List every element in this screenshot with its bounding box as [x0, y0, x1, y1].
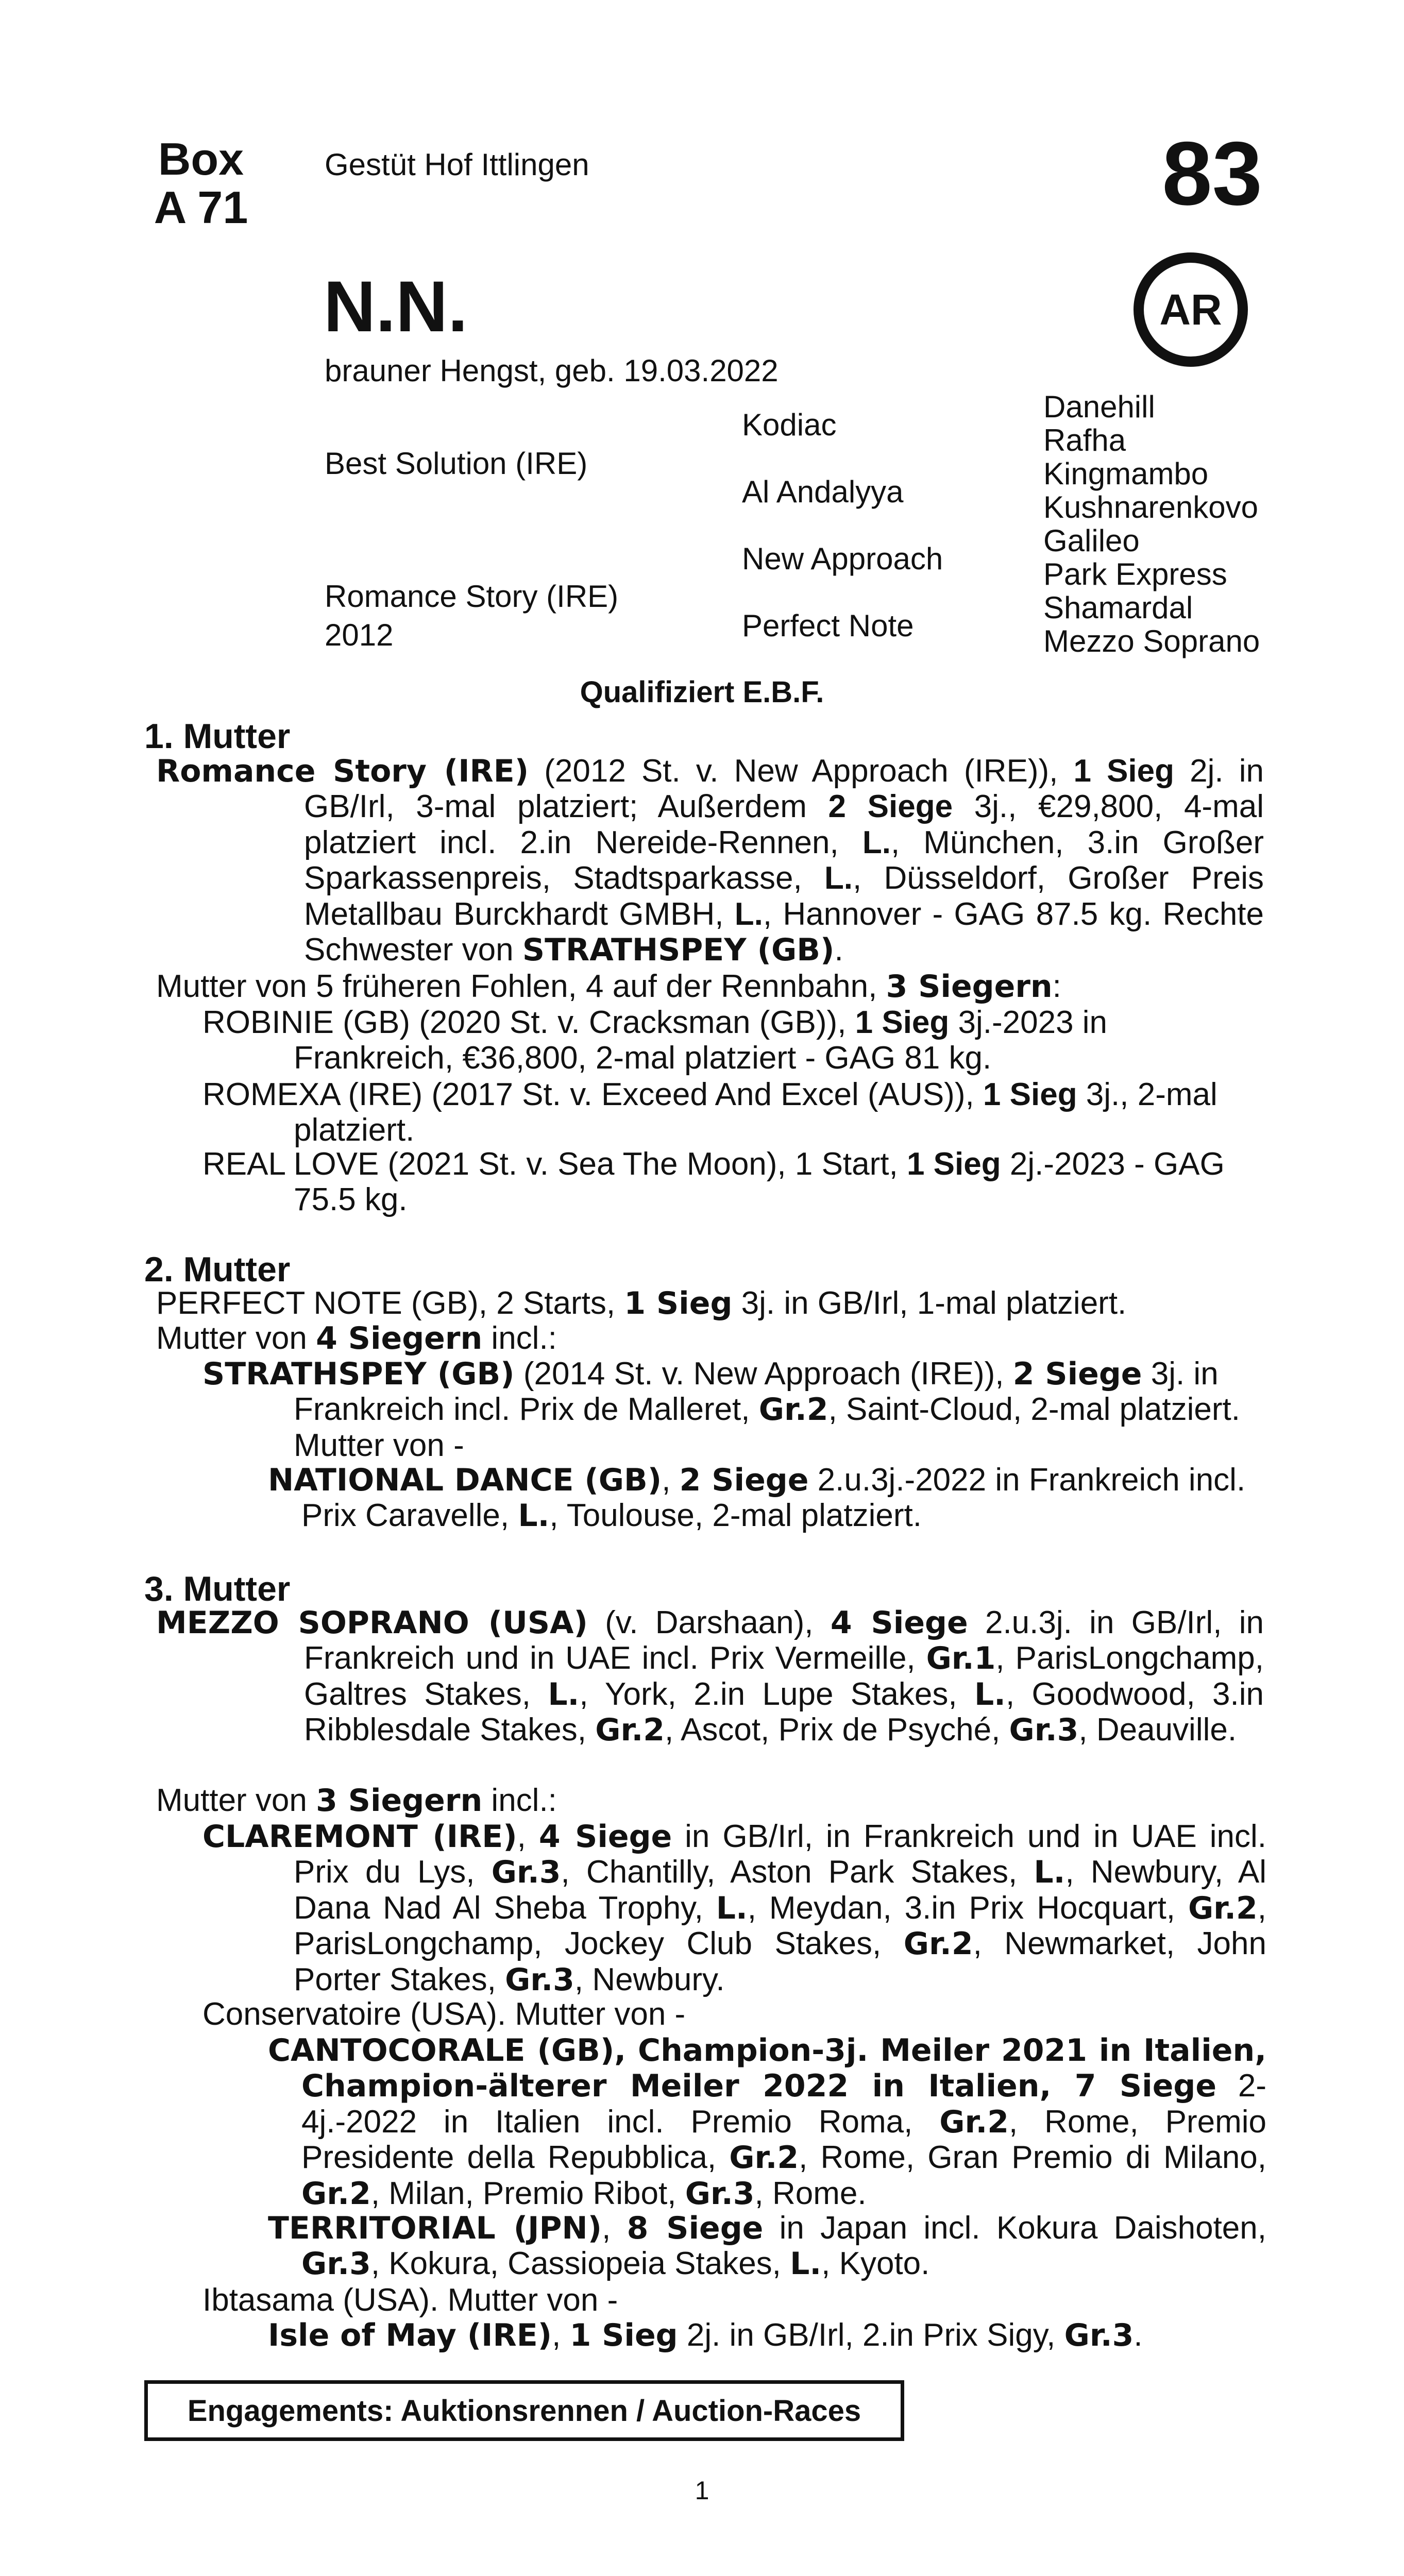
pedigree-ggp: Kingmambo: [1043, 456, 1209, 491]
text: :: [1052, 969, 1061, 1004]
text: 3j., €29,800, 4-mal platziert incl. 2.in Nereide-Rennen,: [304, 789, 1264, 860]
engagements-box: [144, 2380, 904, 2441]
bold-text: CANTOCORALE (GB): [268, 2032, 615, 2069]
bold-text: 4 Siege: [830, 1605, 968, 1641]
text: , Düsseldorf, Großer Preis Metallbau Burckhardt GMBH,: [304, 860, 1264, 932]
bold-text: 8 Siege: [627, 2210, 764, 2246]
bold-text: 3 Siegern: [316, 1783, 483, 1819]
text: , Ascot, Prix de Psyché,: [665, 1712, 1009, 1748]
text: , Saint-Cloud, 2-mal platziert. Mutter von -: [294, 1392, 1240, 1463]
text: 2j.-2023 - GAG 75.5 kg.: [294, 1146, 1225, 1218]
text: , ParisLongchamp, Galtres Stakes,: [304, 1640, 1264, 1712]
bold-text: Gr.2: [939, 2104, 1009, 2140]
text: (v. Darshaan),: [587, 1605, 831, 1640]
text: in GB/Irl, in Frankreich und in UAE incl. Prix du Lys,: [294, 1819, 1266, 1890]
text: , Meydan, 3.in Prix Hocquart,: [747, 1890, 1188, 1926]
text: , York, 2.in Lupe Stakes,: [579, 1676, 974, 1712]
dam-name: Romance Story (IRE): [156, 753, 529, 789]
text: REAL LOVE (2021 St. v. Sea The Moon), 1 Start,: [202, 1146, 907, 1182]
bold-text: L.: [824, 860, 853, 896]
box-label: [139, 133, 263, 233]
pedigree-sire: Best Solution (IRE): [325, 446, 588, 481]
bold-text: L.: [518, 1498, 550, 1534]
second-dam-winner: [202, 1356, 1266, 1463]
pedigree-ggp: Kushnarenkovo: [1043, 490, 1258, 524]
second-dam-grandfoal: [268, 1462, 1266, 1534]
pedigree-ggp: Shamardal: [1043, 590, 1193, 625]
third-dam-heading: 3. Mutter: [144, 1569, 291, 1608]
bold-text: 4 Siegern: [316, 1320, 483, 1357]
bold-text: Gr.2: [903, 1926, 973, 1962]
bold-text: 2 Siege: [828, 789, 953, 825]
bold-text: Gr.3: [1009, 1712, 1079, 1749]
first-dam-produce: [156, 969, 1061, 1004]
text: , Rome, Premio Presidente della Repubblica,: [301, 2104, 1267, 2176]
bold-text: Gr.2: [758, 1392, 828, 1428]
bold-text: 1 Sieg: [855, 1005, 950, 1040]
bold-text: 1 Sieg: [569, 2317, 678, 2353]
third-dam-grandfoal: [268, 2032, 1266, 2211]
third-dam-foal: Ibtasama (USA). Mutter von -: [202, 2282, 618, 2318]
pedigree-dam-sire: New Approach: [742, 541, 943, 576]
text: ROMEXA (IRE) (2017 St. v. Exceed And Excel (AUS)),: [202, 1077, 983, 1112]
bold-text: STRATHSPEY (GB): [202, 1356, 515, 1392]
first-dam-foal: [202, 1146, 1266, 1218]
text: .: [834, 932, 843, 968]
bold-text: L.: [862, 824, 891, 860]
text: Mutter von: [156, 1320, 316, 1356]
bold-text: TERRITORIAL (JPN): [268, 2210, 602, 2246]
breeder: Gestüt Hof Ittlingen: [325, 147, 589, 182]
dam-name: MEZZO SOPRANO (USA): [156, 1605, 588, 1641]
bold-text: L.: [716, 1890, 748, 1926]
page-number: 1: [695, 2476, 709, 2505]
pedigree-great-grandparents: [1043, 390, 1260, 658]
bold-text: 2 Siege: [1012, 1356, 1142, 1392]
bold-text: STRATHSPEY (GB): [522, 932, 835, 969]
bold-text: Gr.3: [491, 1854, 561, 1891]
second-dam-produce: [156, 1320, 557, 1356]
bold-text: L.: [790, 2246, 822, 2282]
pedigree-ggp: Rafha: [1043, 423, 1126, 457]
text: 3j.-2023 in Frankreich, €36,800, 2-mal platziert - GAG 81 kg.: [294, 1005, 1108, 1076]
text: 3j., 2-mal platziert.: [294, 1077, 1217, 1148]
bold-text: L.: [974, 1676, 1006, 1713]
third-dam-grandfoal: [268, 2210, 1266, 2282]
bold-text: 1 Sieg: [906, 1146, 1001, 1182]
bold-text: Gr.2: [729, 2140, 799, 2176]
third-dam-winner: [202, 1819, 1266, 1997]
bold-text: 1 Sieg: [983, 1077, 1077, 1112]
bold-text: Gr.3: [1064, 2317, 1134, 2353]
bold-text: Gr.3: [685, 2175, 755, 2212]
box-number: A 71: [154, 182, 248, 233]
engagements-text: Engagements: Auktionsrennen / Auction-Races: [187, 2394, 861, 2428]
bold-text: Gr.1: [926, 1640, 996, 1677]
text: , Hannover - GAG 87.5 kg. Rechte Schwester von: [304, 896, 1264, 968]
bold-text: 1 Sieg: [624, 1285, 733, 1321]
text: , Newbury.: [574, 1961, 725, 1997]
pedigree-ggp: Park Express: [1043, 557, 1227, 591]
bold-text: Gr.2: [301, 2175, 371, 2212]
pedigree-ggp: Galileo: [1043, 523, 1140, 558]
second-dam-heading: 2. Mutter: [144, 1250, 291, 1289]
bold-text: 2 Siege: [679, 1462, 809, 1498]
bold-text: Isle of May (IRE): [268, 2317, 552, 2353]
text: , Milan, Premio Ribot,: [370, 2175, 685, 2211]
text: , Rome, Gran Premio di Milano,: [799, 2140, 1267, 2176]
pedigree-ggp: Danehill: [1043, 389, 1155, 424]
lot-number: 83: [1162, 124, 1262, 224]
text: 3j. in Frankreich incl. Prix de Malleret,: [294, 1356, 1219, 1428]
first-dam-paragraph: [156, 753, 1264, 968]
text: incl.:: [482, 1320, 557, 1356]
third-dam-produce: [156, 1783, 557, 1818]
horse-name: N.N.: [324, 266, 468, 347]
pedigree-dam-dam: Perfect Note: [742, 608, 914, 643]
bold-text: Gr.2: [595, 1712, 665, 1749]
text: Mutter von 5 früheren Fohlen, 4 auf der Rennbahn,: [156, 969, 886, 1004]
text: , Newbury, Al Dana Nad Al Sheba Trophy,: [294, 1854, 1266, 1926]
third-dam-paragraph: [156, 1605, 1264, 1748]
first-dam-heading: 1. Mutter: [144, 717, 291, 756]
text: (2012 St. v. New Approach (IRE)),: [529, 753, 1074, 789]
text: 3j. in GB/Irl, 1-mal platziert.: [732, 1285, 1127, 1321]
pedigree-ggp: Mezzo Soprano: [1043, 624, 1260, 658]
text: ,: [517, 1819, 539, 1854]
bold-text: 4 Siege: [538, 1819, 672, 1855]
text: 2j. in GB/Irl, 2.in Prix Sigy,: [678, 2317, 1064, 2353]
text: , Chantilly, Aston Park Stakes,: [561, 1854, 1034, 1890]
text: 2.u.3j.-2022 in Frankreich incl. Prix Caravelle,: [301, 1462, 1246, 1534]
text: , Goodwood, 3.in Ribblesdale Stakes,: [304, 1676, 1264, 1748]
bold-text: CLAREMONT (IRE): [202, 1819, 517, 1855]
ar-badge-text: AR: [1159, 285, 1222, 334]
text: , Toulouse, 2-mal platziert.: [549, 1498, 922, 1534]
horse-description: brauner Hengst, geb. 19.03.2022: [325, 353, 779, 388]
first-dam-foal: [202, 1005, 1266, 1076]
bold-text: 1 Sieg: [1073, 753, 1175, 789]
text: 2.u.3j. in GB/Irl, in Frankreich und in UAE incl. Prix Vermeille,: [304, 1605, 1264, 1676]
text: , Kokura, Cassiopeia Stakes,: [370, 2246, 790, 2282]
text: ,: [552, 2317, 570, 2353]
pedigree-dam-year: 2012: [325, 618, 394, 652]
third-dam-foal: Conservatoire (USA). Mutter von -: [202, 1996, 686, 2032]
pedigree-sire-dam: Al Andalyya: [742, 474, 904, 509]
text: (2014 St. v. New Approach (IRE)),: [514, 1356, 1013, 1392]
text: ROBINIE (GB) (2020 St. v. Cracksman (GB)),: [202, 1005, 855, 1040]
second-dam-line: [156, 1285, 1126, 1321]
bold-text: L.: [734, 896, 763, 932]
pedigree-sire-sire: Kodiac: [742, 408, 837, 442]
text: , Newmarket, John Porter Stakes,: [294, 1926, 1266, 1997]
text: Mutter von: [156, 1783, 316, 1818]
bold-text: Gr.2: [1188, 1890, 1258, 1926]
text: ,: [602, 2210, 627, 2246]
text: in Japan incl. Kokura Daishoten,: [763, 2210, 1266, 2246]
pedigree-dam: Romance Story (IRE): [325, 579, 619, 614]
bold-text: , Champion-3j. Meiler 2021 in Italien, Champion-älterer Meiler 2022 in Italien, 7 Siege: [301, 2032, 1266, 2105]
text: 2-4j.-2022 in Italien incl. Premio Roma,: [301, 2068, 1267, 2140]
bold-text: Gr.3: [505, 1961, 574, 1998]
text: ,: [662, 1462, 680, 1498]
first-dam-foal: [202, 1077, 1266, 1148]
text: , München, 3.in Großer Sparkassenpreis, Stadtsparkasse,: [304, 824, 1264, 896]
bold-text: L.: [548, 1676, 580, 1713]
text: PERFECT NOTE (GB), 2 Starts,: [156, 1285, 624, 1321]
qualification: Qualifiziert E.B.F.: [580, 675, 824, 709]
text: , Rome.: [754, 2175, 867, 2211]
text: , ParisLongchamp, Jockey Club Stakes,: [294, 1890, 1266, 1962]
bold-text: NATIONAL DANCE (GB): [268, 1462, 662, 1498]
box-line-1: Box: [158, 133, 244, 184]
text: incl.:: [482, 1783, 557, 1818]
ar-badge: [1134, 252, 1248, 367]
bold-text: L.: [1034, 1854, 1065, 1891]
text: 2j. in GB/Irl, 3-mal platziert; Außerdem: [304, 753, 1264, 825]
bold-text: Gr.3: [301, 2246, 371, 2282]
text: , Deauville.: [1078, 1712, 1237, 1748]
text: , Kyoto.: [821, 2246, 930, 2282]
bold-text: 3 Siegern: [886, 969, 1053, 1005]
text: .: [1134, 2317, 1143, 2353]
third-dam-grandfoal: [268, 2317, 1266, 2353]
